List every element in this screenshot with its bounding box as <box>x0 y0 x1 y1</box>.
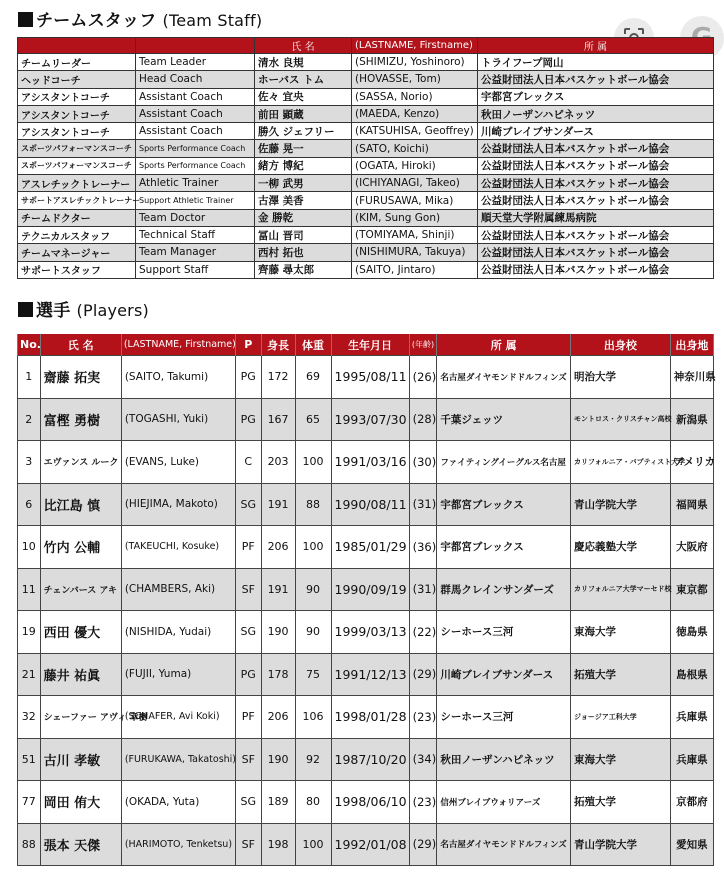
player-row <box>18 823 714 866</box>
player-hometown: 兵庫県 <box>670 696 713 739</box>
player-school: 東海大学 <box>571 611 671 654</box>
player-age: (26) <box>409 356 437 399</box>
square-bullet-icon <box>18 12 33 27</box>
player-school: カリフォルニア大学マーセド校 <box>571 568 671 611</box>
player-number: 11 <box>18 568 41 611</box>
player-age: (31) <box>409 483 437 526</box>
player-dob: 1985/01/29 <box>331 526 409 569</box>
player-number: 19 <box>18 611 41 654</box>
staff-romaji: (SHIMIZU, Yoshinoro) <box>352 54 478 71</box>
player-dob: 1991/12/13 <box>331 653 409 696</box>
staff-header-romaji: (LASTNAME, Firstname) <box>352 38 478 54</box>
player-weight: 69 <box>295 356 331 399</box>
player-number: 1 <box>18 356 41 399</box>
player-weight: 100 <box>295 823 331 866</box>
player-height: 206 <box>261 526 295 569</box>
staff-row <box>18 88 714 105</box>
staff-name: 清水 良規 <box>255 54 352 71</box>
player-height: 198 <box>261 823 295 866</box>
player-number: 77 <box>18 781 41 824</box>
player-row <box>18 738 714 781</box>
staff-role-en: Assistant Coach <box>136 88 255 105</box>
player-club: 宇都宮ブレックス <box>437 483 571 526</box>
player-club: 千葉ジェッツ <box>437 398 571 441</box>
players-header-pos: P <box>235 334 261 356</box>
staff-header-affiliation: 所 属 <box>478 38 714 54</box>
staff-role-jp: テクニカルスタッフ <box>18 226 136 243</box>
player-hometown: アメリカ <box>670 441 713 484</box>
player-row <box>18 781 714 824</box>
player-romaji: (FURUKAWA, Takatoshi) <box>121 738 235 781</box>
staff-name: 一柳 武男 <box>255 175 352 192</box>
player-height: 172 <box>261 356 295 399</box>
player-romaji: (HARIMOTO, Tenketsu) <box>121 823 235 866</box>
player-position: PG <box>235 398 261 441</box>
player-dob: 1998/06/10 <box>331 781 409 824</box>
staff-role-en: Sports Performance Coach <box>136 140 255 157</box>
players-header-club: 所 属 <box>437 334 571 356</box>
staff-title-en: (Team Staff) <box>162 11 263 30</box>
players-header-hometown: 出身地 <box>670 334 713 356</box>
player-romaji: (EVANS, Luke) <box>121 441 235 484</box>
staff-affiliation: 公益財団法人日本バスケットボール協会 <box>478 175 714 192</box>
player-age: (31) <box>409 568 437 611</box>
player-name: 西田 優大 <box>40 611 121 654</box>
staff-role-en: Assistant Coach <box>136 123 255 140</box>
player-club: シーホース三河 <box>437 611 571 654</box>
player-dob: 1990/08/11 <box>331 483 409 526</box>
staff-affiliation: 公益財団法人日本バスケットボール協会 <box>478 226 714 243</box>
staff-affiliation: 川崎ブレイブサンダース <box>478 123 714 140</box>
player-row <box>18 356 714 399</box>
staff-row <box>18 157 714 174</box>
player-age: (29) <box>409 653 437 696</box>
player-club: 信州ブレイブウォリアーズ <box>437 781 571 824</box>
player-height: 190 <box>261 738 295 781</box>
staff-role-en: Assistant Coach <box>136 105 255 122</box>
staff-role-jp: アシスタントコーチ <box>18 123 136 140</box>
player-hometown: 神奈川県 <box>670 356 713 399</box>
player-romaji: (CHAMBERS, Aki) <box>121 568 235 611</box>
player-age: (36) <box>409 526 437 569</box>
player-school: 青山学院大学 <box>571 483 671 526</box>
player-dob: 1999/03/13 <box>331 611 409 654</box>
player-club: 名古屋ダイヤモンドドルフィンズ <box>437 823 571 866</box>
staff-affiliation: 公益財団法人日本バスケットボール協会 <box>478 140 714 157</box>
player-name: シェーファー アヴィ 幸樹 <box>40 696 121 739</box>
player-position: SF <box>235 568 261 611</box>
player-dob: 1992/01/08 <box>331 823 409 866</box>
staff-role-jp: アスレチックトレーナー <box>18 175 136 192</box>
player-age: (30) <box>409 441 437 484</box>
staff-romaji: (ICHIYANAGI, Takeo) <box>352 175 478 192</box>
staff-name: 金 勝乾 <box>255 209 352 226</box>
players-title-jp: 選手 <box>36 301 71 321</box>
player-row <box>18 696 714 739</box>
players-header-no: No. <box>18 334 41 356</box>
player-number: 6 <box>18 483 41 526</box>
player-position: SG <box>235 483 261 526</box>
player-name: 藤井 祐眞 <box>40 653 121 696</box>
staff-affiliation: 公益財団法人日本バスケットボール協会 <box>478 157 714 174</box>
staff-row <box>18 192 714 209</box>
player-position: SG <box>235 611 261 654</box>
staff-role-jp: サポートスタッフ <box>18 261 136 278</box>
player-club: 秋田ノーザンハピネッツ <box>437 738 571 781</box>
player-romaji: (OKADA, Yuta) <box>121 781 235 824</box>
player-row <box>18 483 714 526</box>
player-number: 3 <box>18 441 41 484</box>
player-age: (29) <box>409 823 437 866</box>
staff-name: 緒方 博紀 <box>255 157 352 174</box>
staff-romaji: (SAITO, Jintaro) <box>352 261 478 278</box>
player-hometown: 京都府 <box>670 781 713 824</box>
player-age: (34) <box>409 738 437 781</box>
staff-name: 冨山 晋司 <box>255 226 352 243</box>
players-header-dob: 生年月日 <box>331 334 409 356</box>
player-name: 岡田 侑大 <box>40 781 121 824</box>
player-weight: 90 <box>295 568 331 611</box>
staff-affiliation: 宇都宮ブレックス <box>478 88 714 105</box>
player-dob: 1998/01/28 <box>331 696 409 739</box>
player-school: 東海大学 <box>571 738 671 781</box>
player-age: (23) <box>409 696 437 739</box>
player-weight: 90 <box>295 611 331 654</box>
staff-name: 前田 顕蔵 <box>255 105 352 122</box>
staff-role-jp: チームマネージャー <box>18 244 136 261</box>
staff-name: 齊藤 尋太郎 <box>255 261 352 278</box>
staff-row <box>18 105 714 122</box>
staff-header-row <box>18 38 714 54</box>
player-height: 178 <box>261 653 295 696</box>
player-position: PF <box>235 526 261 569</box>
player-number: 21 <box>18 653 41 696</box>
player-weight: 100 <box>295 526 331 569</box>
player-row <box>18 653 714 696</box>
staff-romaji: (TOMIYAMA, Shinji) <box>352 226 478 243</box>
player-romaji: (SCHAFER, Avi Koki) <box>121 696 235 739</box>
player-dob: 1990/09/19 <box>331 568 409 611</box>
staff-role-en: Support Staff <box>136 261 255 278</box>
staff-role-en: Sports Performance Coach <box>136 157 255 174</box>
player-position: PG <box>235 356 261 399</box>
player-dob: 1993/07/30 <box>331 398 409 441</box>
player-name: エヴァンス ルーク <box>40 441 121 484</box>
player-club: ファイティングイーグルス名古屋 <box>437 441 571 484</box>
player-romaji: (SAITO, Takumi) <box>121 356 235 399</box>
staff-row <box>18 123 714 140</box>
player-school: ジョージア工科大学 <box>571 696 671 739</box>
player-dob: 1987/10/20 <box>331 738 409 781</box>
staff-table <box>17 37 714 279</box>
staff-role-jp: サポートアスレチックトレーナー <box>18 192 136 209</box>
staff-section-title <box>18 6 262 31</box>
player-school: カリフォルニア・バプティスト大学 <box>571 441 671 484</box>
player-hometown: 新潟県 <box>670 398 713 441</box>
player-name: 比江島 慎 <box>40 483 121 526</box>
staff-row <box>18 226 714 243</box>
player-row <box>18 526 714 569</box>
staff-affiliation: トライフープ岡山 <box>478 54 714 71</box>
player-dob: 1991/03/16 <box>331 441 409 484</box>
player-romaji: (HIEJIMA, Makoto) <box>121 483 235 526</box>
player-position: PG <box>235 653 261 696</box>
player-name: 竹内 公輔 <box>40 526 121 569</box>
staff-affiliation: 公益財団法人日本バスケットボール協会 <box>478 244 714 261</box>
square-bullet-icon <box>18 302 33 317</box>
staff-romaji: (SASSA, Norio) <box>352 88 478 105</box>
player-row <box>18 441 714 484</box>
staff-role-en: Support Athletic Trainer <box>136 192 255 209</box>
staff-role-en: Athletic Trainer <box>136 175 255 192</box>
player-hometown: 兵庫県 <box>670 738 713 781</box>
staff-affiliation: 秋田ノーザンハピネッツ <box>478 105 714 122</box>
staff-romaji: (MAEDA, Kenzo) <box>352 105 478 122</box>
staff-row <box>18 54 714 71</box>
player-club: 群馬クレインサンダーズ <box>437 568 571 611</box>
players-table <box>17 334 714 866</box>
staff-name: 西村 拓也 <box>255 244 352 261</box>
player-school: 慶応義塾大学 <box>571 526 671 569</box>
player-height: 167 <box>261 398 295 441</box>
player-number: 32 <box>18 696 41 739</box>
player-weight: 92 <box>295 738 331 781</box>
player-row <box>18 398 714 441</box>
player-name: 齋藤 拓実 <box>40 356 121 399</box>
player-weight: 65 <box>295 398 331 441</box>
players-header-height: 身長 <box>261 334 295 356</box>
player-name: チェンバース アキ <box>40 568 121 611</box>
staff-role-jp: スポーツパフォーマンスコーチ <box>18 140 136 157</box>
player-number: 88 <box>18 823 41 866</box>
players-title-en: (Players) <box>76 301 149 320</box>
player-club: 川崎ブレイブサンダース <box>437 653 571 696</box>
player-height: 190 <box>261 611 295 654</box>
player-club: 名古屋ダイヤモンドドルフィンズ <box>437 356 571 399</box>
player-height: 206 <box>261 696 295 739</box>
player-club: 宇都宮ブレックス <box>437 526 571 569</box>
staff-role-en: Team Manager <box>136 244 255 261</box>
player-dob: 1995/08/11 <box>331 356 409 399</box>
staff-role-en: Head Coach <box>136 71 255 88</box>
player-position: PF <box>235 696 261 739</box>
staff-affiliation: 順天堂大学附属練馬病院 <box>478 209 714 226</box>
player-number: 2 <box>18 398 41 441</box>
staff-row <box>18 71 714 88</box>
staff-name: 佐藤 晃一 <box>255 140 352 157</box>
staff-romaji: (SATO, Koichi) <box>352 140 478 157</box>
players-header-row <box>18 334 714 356</box>
player-position: C <box>235 441 261 484</box>
staff-affiliation: 公益財団法人日本バスケットボール協会 <box>478 261 714 278</box>
staff-romaji: (FURUSAWA, Mika) <box>352 192 478 209</box>
player-weight: 80 <box>295 781 331 824</box>
staff-role-jp: スポーツパフォーマンスコーチ <box>18 157 136 174</box>
players-header-age: (年齢) <box>409 334 437 356</box>
player-name: 張本 天傑 <box>40 823 121 866</box>
player-row <box>18 568 714 611</box>
staff-role-en: Team Doctor <box>136 209 255 226</box>
player-romaji: (FUJII, Yuma) <box>121 653 235 696</box>
player-school: 拓殖大学 <box>571 653 671 696</box>
staff-name: ホーバス トム <box>255 71 352 88</box>
staff-name: 佐々 宜央 <box>255 88 352 105</box>
player-club: シーホース三河 <box>437 696 571 739</box>
players-header-romaji: (LASTNAME, Firstname) <box>121 334 235 356</box>
player-weight: 88 <box>295 483 331 526</box>
player-romaji: (NISHIDA, Yudai) <box>121 611 235 654</box>
player-position: SF <box>235 823 261 866</box>
player-height: 203 <box>261 441 295 484</box>
player-school: 青山学院大学 <box>571 823 671 866</box>
players-header-school: 出身校 <box>571 334 671 356</box>
player-hometown: 愛知県 <box>670 823 713 866</box>
players-header-weight: 体重 <box>295 334 331 356</box>
player-hometown: 東京都 <box>670 568 713 611</box>
staff-romaji: (OGATA, Hiroki) <box>352 157 478 174</box>
player-height: 191 <box>261 483 295 526</box>
player-name: 富樫 勇樹 <box>40 398 121 441</box>
staff-row <box>18 209 714 226</box>
player-number: 51 <box>18 738 41 781</box>
player-romaji: (TAKEUCHI, Kosuke) <box>121 526 235 569</box>
player-name: 古川 孝敏 <box>40 738 121 781</box>
player-hometown: 大阪府 <box>670 526 713 569</box>
staff-role-en: Technical Staff <box>136 226 255 243</box>
staff-affiliation: 公益財団法人日本バスケットボール協会 <box>478 71 714 88</box>
player-hometown: 島根県 <box>670 653 713 696</box>
staff-title-jp: チームスタッフ <box>36 11 157 31</box>
player-age: (23) <box>409 781 437 824</box>
staff-header-name: 氏 名 <box>255 38 352 54</box>
staff-row <box>18 244 714 261</box>
player-height: 189 <box>261 781 295 824</box>
staff-name: 勝久 ジェフリー <box>255 123 352 140</box>
staff-name: 古澤 美香 <box>255 192 352 209</box>
staff-row <box>18 140 714 157</box>
player-height: 191 <box>261 568 295 611</box>
staff-romaji: (KIM, Sung Gon) <box>352 209 478 226</box>
player-number: 10 <box>18 526 41 569</box>
player-weight: 100 <box>295 441 331 484</box>
staff-romaji: (HOVASSE, Tom) <box>352 71 478 88</box>
player-row <box>18 611 714 654</box>
staff-role-jp: アシスタントコーチ <box>18 88 136 105</box>
player-position: SG <box>235 781 261 824</box>
staff-role-jp: アシスタントコーチ <box>18 105 136 122</box>
player-school: モントロス・クリスチャン高校 <box>571 398 671 441</box>
staff-role-jp: チームドクター <box>18 209 136 226</box>
staff-affiliation: 公益財団法人日本バスケットボール協会 <box>478 192 714 209</box>
player-weight: 75 <box>295 653 331 696</box>
staff-row <box>18 261 714 278</box>
staff-role-jp: ヘッドコーチ <box>18 71 136 88</box>
staff-romaji: (KATSUHISA, Geoffrey) <box>352 123 478 140</box>
player-age: (28) <box>409 398 437 441</box>
staff-row <box>18 175 714 192</box>
player-weight: 106 <box>295 696 331 739</box>
player-hometown: 徳島県 <box>670 611 713 654</box>
player-hometown: 福岡県 <box>670 483 713 526</box>
player-age: (22) <box>409 611 437 654</box>
player-school: 拓殖大学 <box>571 781 671 824</box>
players-header-name: 氏 名 <box>40 334 121 356</box>
player-position: SF <box>235 738 261 781</box>
players-section-title <box>18 296 149 321</box>
player-romaji: (TOGASHI, Yuki) <box>121 398 235 441</box>
staff-role-en: Team Leader <box>136 54 255 71</box>
staff-role-jp: チームリーダー <box>18 54 136 71</box>
player-school: 明治大学 <box>571 356 671 399</box>
staff-romaji: (NISHIMURA, Takuya) <box>352 244 478 261</box>
